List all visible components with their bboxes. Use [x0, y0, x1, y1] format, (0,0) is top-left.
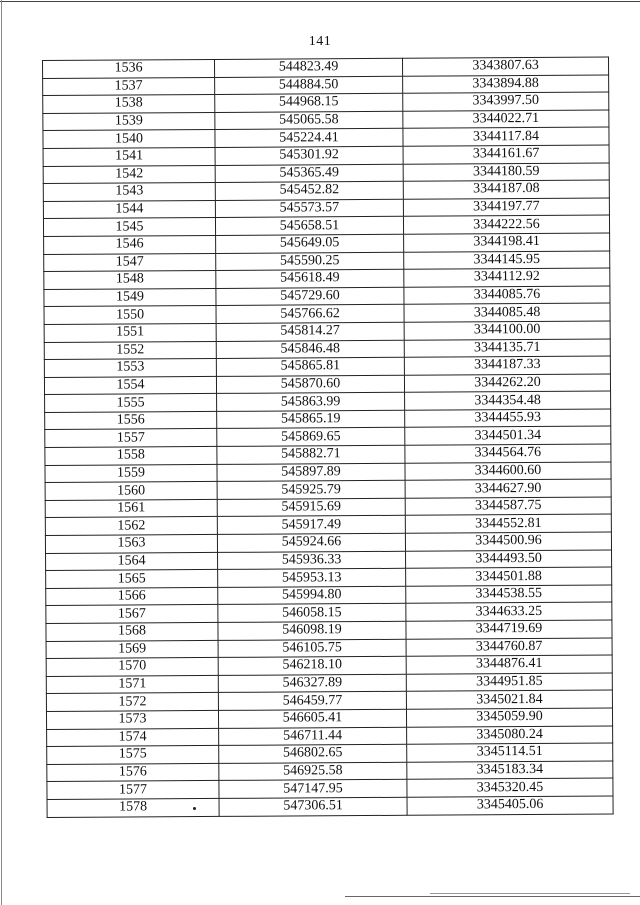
- point-number-cell: 1568: [46, 622, 218, 641]
- point-number-cell: 1553: [44, 359, 216, 378]
- y-coordinate-cell: 3344501.88: [406, 567, 612, 586]
- bottom-border-line: [345, 896, 640, 897]
- y-coordinate-cell: 3344354.48: [405, 391, 611, 410]
- point-number-cell: 1576: [47, 763, 219, 782]
- x-coordinate-cell: 544968.15: [215, 93, 403, 112]
- point-number-cell: 1541: [43, 147, 215, 166]
- x-coordinate-cell: 546802.65: [219, 744, 407, 763]
- x-coordinate-cell: 545865.81: [216, 357, 404, 376]
- y-coordinate-cell: 3345320.45: [407, 778, 613, 797]
- page-number: 141: [308, 34, 332, 49]
- point-number-cell: 1571: [46, 675, 218, 694]
- y-coordinate-cell: 3343894.88: [403, 75, 609, 94]
- y-coordinate-cell: 3344187.08: [403, 180, 609, 199]
- x-coordinate-cell: 544823.49: [214, 58, 402, 77]
- point-number-cell: 1564: [46, 552, 218, 571]
- x-coordinate-cell: 545915.69: [217, 498, 405, 517]
- point-number-cell: 1565: [46, 570, 218, 589]
- point-number-cell: 1547: [44, 253, 216, 272]
- y-coordinate-cell: 3345021.84: [406, 690, 612, 709]
- y-coordinate-cell: 3344627.90: [405, 479, 611, 498]
- top-border-line: [0, 1, 640, 2]
- point-number-cell: 1546: [44, 235, 216, 254]
- x-coordinate-cell: 545452.82: [215, 181, 403, 200]
- y-coordinate-cell: 3344161.67: [403, 145, 609, 164]
- x-coordinate-cell: 545814.27: [216, 322, 404, 341]
- y-coordinate-cell: 3344117.84: [403, 127, 609, 146]
- x-coordinate-cell: 545953.13: [218, 569, 406, 588]
- point-number-cell: 1578: [47, 798, 219, 817]
- x-coordinate-cell: 545863.99: [217, 393, 405, 412]
- x-coordinate-cell: 545994.80: [218, 586, 406, 605]
- x-coordinate-cell: 545065.58: [215, 111, 403, 130]
- point-number-cell: 1543: [43, 183, 215, 202]
- y-coordinate-cell: 3343807.63: [402, 57, 608, 76]
- y-coordinate-cell: 3344951.85: [406, 673, 612, 692]
- point-number-cell: 1556: [45, 411, 217, 430]
- y-coordinate-cell: 3343997.50: [403, 92, 609, 111]
- x-coordinate-cell: 546218.10: [218, 656, 406, 675]
- x-coordinate-cell: 547306.51: [219, 797, 407, 816]
- y-coordinate-cell: 3344112.92: [404, 268, 610, 287]
- x-coordinate-cell: 545869.65: [217, 428, 405, 447]
- x-coordinate-cell: 545897.89: [217, 463, 405, 482]
- point-number-cell: 1566: [46, 587, 218, 606]
- point-number-cell: 1548: [44, 271, 216, 290]
- y-coordinate-cell: 3344501.34: [405, 427, 611, 446]
- y-coordinate-cell: 3344455.93: [405, 409, 611, 428]
- point-number-cell: 1557: [45, 429, 217, 448]
- y-coordinate-cell: 3345080.24: [407, 726, 613, 745]
- point-number-cell: 1550: [44, 306, 216, 325]
- y-coordinate-cell: 3344760.87: [406, 638, 612, 657]
- y-coordinate-cell: 3344085.76: [404, 286, 610, 305]
- x-coordinate-cell: 545865.19: [217, 410, 405, 429]
- point-number-cell: 1558: [45, 447, 217, 466]
- y-coordinate-cell: 3344500.96: [405, 532, 611, 551]
- x-coordinate-cell: 545618.49: [216, 269, 404, 288]
- y-coordinate-cell: 3345059.90: [406, 708, 612, 727]
- point-number-cell: 1539: [43, 112, 215, 131]
- x-coordinate-cell: 545573.57: [215, 199, 403, 218]
- point-number-cell: 1562: [45, 517, 217, 536]
- y-coordinate-cell: 3344538.55: [406, 585, 612, 604]
- y-coordinate-cell: 3344187.33: [404, 356, 610, 375]
- y-coordinate-cell: 3344876.41: [406, 655, 612, 674]
- x-coordinate-cell: 545882.71: [217, 445, 405, 464]
- y-coordinate-cell: 3344197.77: [403, 198, 609, 217]
- y-coordinate-cell: 3344587.75: [405, 497, 611, 516]
- y-coordinate-cell: 3344222.56: [403, 215, 609, 234]
- y-coordinate-cell: 3344493.50: [406, 550, 612, 569]
- x-coordinate-cell: 545936.33: [218, 551, 406, 570]
- point-number-cell: 1570: [46, 658, 218, 677]
- x-coordinate-cell: 547147.95: [219, 780, 407, 799]
- point-number-cell: 1538: [43, 95, 215, 114]
- x-coordinate-cell: 546058.15: [218, 604, 406, 623]
- x-coordinate-cell: 545224.41: [215, 129, 403, 148]
- bottom-border-line-faint: [430, 893, 630, 894]
- y-coordinate-cell: 3344022.71: [403, 110, 609, 129]
- y-coordinate-cell: 3345183.34: [407, 761, 613, 780]
- y-coordinate-cell: 3344135.71: [404, 339, 610, 358]
- point-number-cell: 1554: [44, 376, 216, 395]
- x-coordinate-cell: 546605.41: [218, 709, 406, 728]
- x-coordinate-cell: 544884.50: [215, 76, 403, 95]
- point-number-cell: 1577: [47, 781, 219, 800]
- y-coordinate-cell: 3344719.69: [406, 620, 612, 639]
- y-coordinate-cell: 3344552.81: [405, 514, 611, 533]
- x-coordinate-cell: 545590.25: [216, 252, 404, 271]
- point-number-cell: 1561: [45, 499, 217, 518]
- x-coordinate-cell: 546459.77: [218, 692, 406, 711]
- point-number-cell: 1551: [44, 323, 216, 342]
- y-coordinate-cell: 3344085.48: [404, 303, 610, 322]
- x-coordinate-cell: 545729.60: [216, 287, 404, 306]
- y-coordinate-cell: 3344262.20: [404, 374, 610, 393]
- y-coordinate-cell: 3344564.76: [405, 444, 611, 463]
- x-coordinate-cell: 546105.75: [218, 639, 406, 658]
- point-number-cell: 1559: [45, 464, 217, 483]
- y-coordinate-cell: 3345114.51: [407, 743, 613, 762]
- y-coordinate-cell: 3344198.41: [404, 233, 610, 252]
- point-number-cell: 1567: [46, 605, 218, 624]
- point-number-cell: 1545: [43, 218, 215, 237]
- point-number-cell: 1549: [44, 288, 216, 307]
- left-border-line: [1, 0, 2, 905]
- point-number-cell: 1536: [43, 59, 215, 78]
- coordinates-table: [42, 57, 614, 818]
- x-coordinate-cell: 545870.60: [216, 375, 404, 394]
- point-number-cell: 1540: [43, 130, 215, 149]
- coordinates-table-body: [43, 57, 614, 817]
- y-coordinate-cell: 3345405.06: [407, 796, 613, 815]
- point-number-cell: 1563: [45, 534, 217, 553]
- x-coordinate-cell: 546925.58: [219, 762, 407, 781]
- point-number-cell: 1555: [45, 394, 217, 413]
- x-coordinate-cell: 546098.19: [218, 621, 406, 640]
- x-coordinate-cell: 545365.49: [215, 164, 403, 183]
- x-coordinate-cell: 545925.79: [217, 481, 405, 500]
- y-coordinate-cell: 3344180.59: [403, 163, 609, 182]
- x-coordinate-cell: 545924.66: [217, 533, 405, 552]
- point-number-cell: 1575: [47, 746, 219, 765]
- point-number-cell: 1569: [46, 640, 218, 659]
- x-coordinate-cell: 545766.62: [216, 305, 404, 324]
- x-coordinate-cell: 545301.92: [215, 146, 403, 165]
- point-number-cell: 1572: [46, 693, 218, 712]
- point-number-cell: 1573: [46, 710, 218, 729]
- y-coordinate-cell: 3344145.95: [404, 251, 610, 270]
- table-row: [47, 796, 613, 817]
- scan-speck: [193, 807, 196, 810]
- point-number-cell: 1552: [44, 341, 216, 360]
- x-coordinate-cell: 546711.44: [219, 727, 407, 746]
- x-coordinate-cell: 545658.51: [215, 217, 403, 236]
- point-number-cell: 1574: [47, 728, 219, 747]
- point-number-cell: 1542: [43, 165, 215, 184]
- y-coordinate-cell: 3344100.00: [404, 321, 610, 340]
- x-coordinate-cell: 545846.48: [216, 340, 404, 359]
- point-number-cell: 1544: [43, 200, 215, 219]
- x-coordinate-cell: 545917.49: [217, 516, 405, 535]
- point-number-cell: 1537: [43, 77, 215, 96]
- point-number-cell: 1560: [45, 482, 217, 501]
- y-coordinate-cell: 3344633.25: [406, 602, 612, 621]
- x-coordinate-cell: 546327.89: [218, 674, 406, 693]
- y-coordinate-cell: 3344600.60: [405, 462, 611, 481]
- x-coordinate-cell: 545649.05: [216, 234, 404, 253]
